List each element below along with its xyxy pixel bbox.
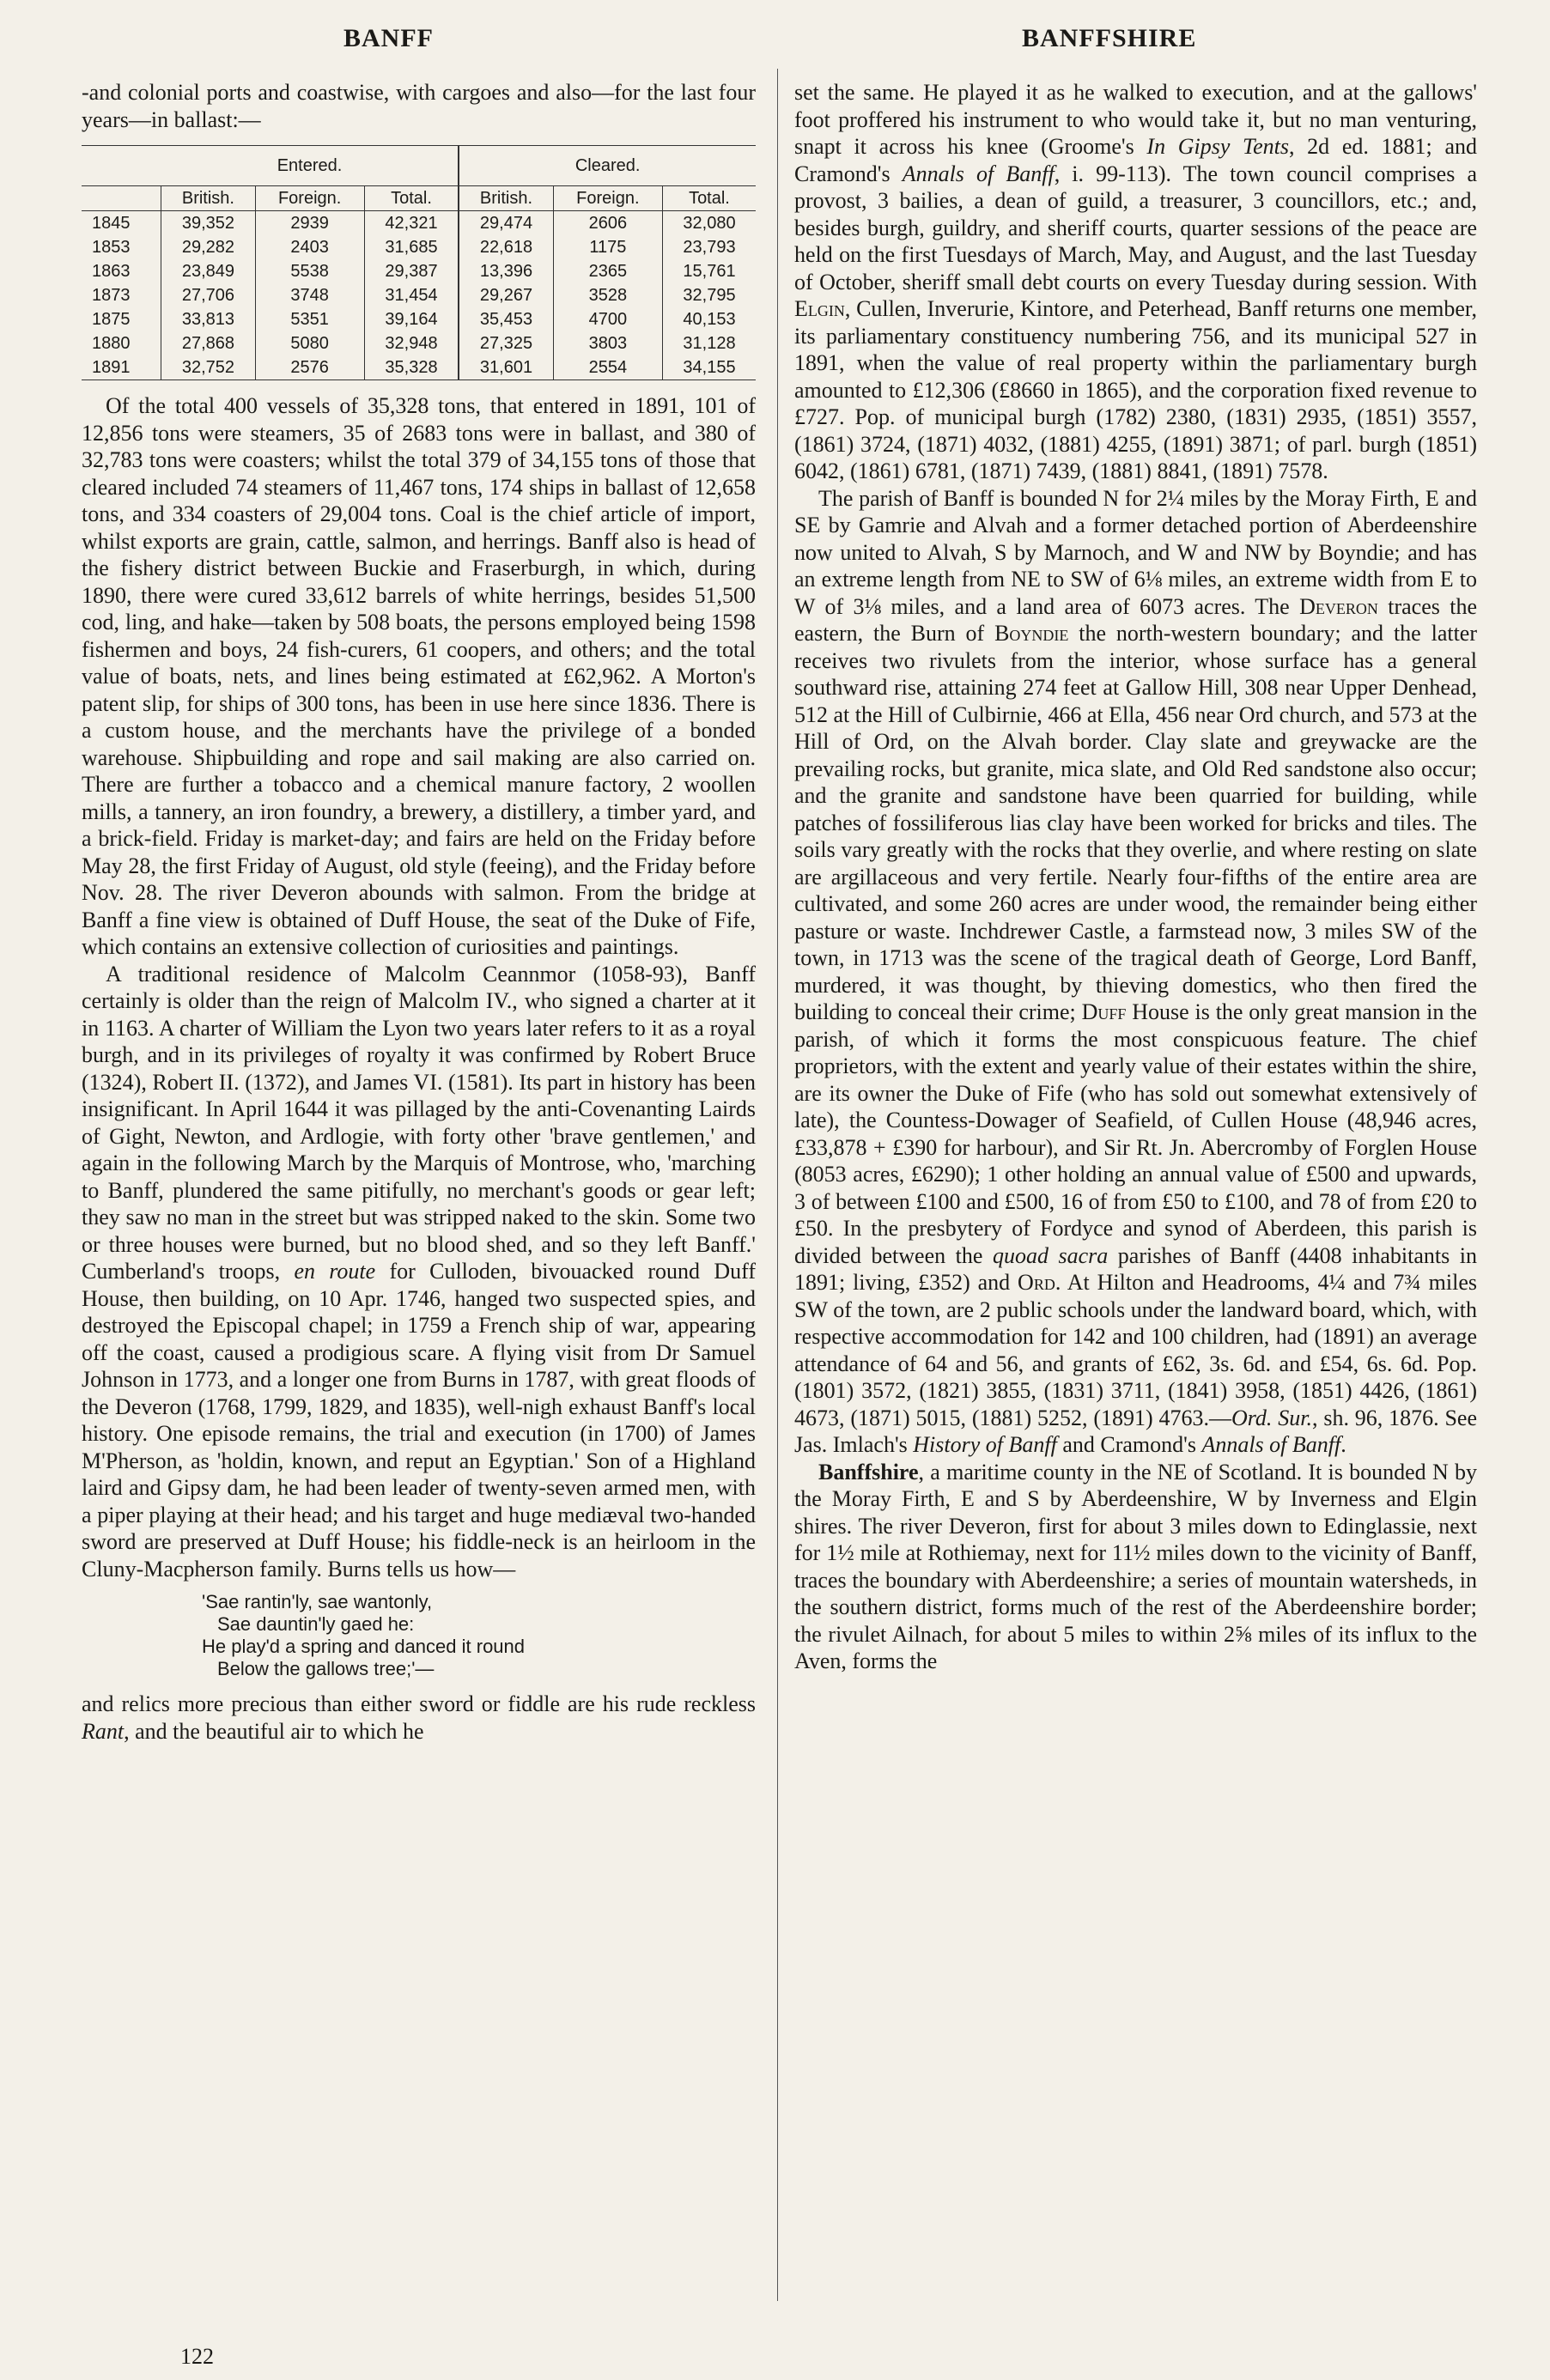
text-run: set the same. He played it as he walked to execution, and at the gallows' foot proffered his instrument to who would take it, but no man venturing, snapt it across his knee (Groome's xyxy=(794,80,1477,159)
text-run: and relics more precious than either sword or fiddle are his rude reckless xyxy=(82,1691,756,1716)
page-number: 122 xyxy=(180,2344,214,2369)
table-row xyxy=(82,211,756,236)
text-run: . At Hilton and Headrooms, 4¼ and 7¾ miles SW of the town, are 2 public schools under the landward board, which, with respective accommodation for 142 and 100 children, had (1891) an average attendance of 64 and 56, and grants of £62, 3s. 6d. and £54, 6s. 6d. Pop. (1801) 3572, (1821) 3855, (1831) 3711, (1841) 3958, (1851) 4426, (1861) 4673, (1871) 5015, (1881) 5252, (1891) 4763.— xyxy=(794,1270,1478,1430)
table-cell: 29,387 xyxy=(364,259,459,283)
smallcaps-name: Deveron xyxy=(1299,593,1378,619)
table-cell: 2365 xyxy=(553,259,662,283)
table-cell: 29,474 xyxy=(459,211,553,236)
table-cell: 2606 xyxy=(553,211,662,236)
table-cell: 22,618 xyxy=(459,235,553,259)
left-column xyxy=(82,79,756,1745)
table-cell: 1891 xyxy=(82,355,161,380)
italic-phrase: en route xyxy=(294,1259,376,1284)
table-cell: 3748 xyxy=(255,283,364,307)
text-run: and Cramond's xyxy=(1056,1432,1202,1457)
table-cell: 5080 xyxy=(255,331,364,355)
text-run: , i. 99-113). The town council comprises a provost, 3 bailies, a dean of guild, a treasurer, 3 councillors, etc.; and, besides burgh, guildry, and sheriff courts, quarter sessions of the peace are held on the first Tuesdays of March, May, and August, and the last Tuesday of October, sheriff small debt courts on every Tuesday during session. With xyxy=(794,161,1477,294)
table-cell: 31,601 xyxy=(459,355,553,380)
table-header: Foreign. xyxy=(255,186,364,211)
table-cell: 27,706 xyxy=(161,283,255,307)
text-run: The parish of Banff is bounded N for 2¼ miles by the Moray Firth, E and SE by Gamrie and Alvah and a former detached portion of Aberdeenshire now united to Alvah, S by Marnoch, and W and NW by Boyndie; and has an extreme length from NE to SW of 6⅛ miles, an extreme width from E to W of 3⅛ miles, and a land area of 6073 acres. The xyxy=(794,485,1477,619)
poem-line: Sae dauntin'ly gaed he: xyxy=(217,1613,415,1635)
italic-phrase: Ord. Sur. xyxy=(1231,1405,1312,1430)
text-run: , sh. 96, 1876. See Jas. Imlach's xyxy=(794,1405,1478,1457)
poem-line: Below the gallows tree;'— xyxy=(217,1658,435,1679)
table-cell: 1845 xyxy=(92,214,131,233)
text-run: , a maritime county in the NE of Scotland. It is bounded N by the Moray Firth, E and S by Aberdeenshire, W by Inverness and Elgin shires. The river Deveron, first for about 3 miles down to Edinglassie, next for 1½ mile at Rothiemay, next for 11½ miles down to the vicinity of Banff, traces the boundary with Aberdeenshire; a series of mountain watersheds, in the southern district, forms much of the rest of the Aberdeenshire border; the rivulet Ailnach, for about 5 miles to within 2⅝ miles of its influx to the Aven, forms the xyxy=(794,1459,1477,1673)
italic-title: Annals of Banff xyxy=(902,161,1055,186)
table-cell: 3528 xyxy=(553,283,662,307)
table-cell: 33,813 xyxy=(161,307,255,331)
table-cell: 35,328 xyxy=(364,355,459,380)
table-cell: 32,752 xyxy=(161,355,255,380)
smallcaps-name: Elgin xyxy=(794,296,845,321)
smallcaps-name: Boyndie xyxy=(994,621,1069,646)
table-cell: 2939 xyxy=(255,211,364,236)
table-cell: 1875 xyxy=(92,310,131,329)
table-cell: 13,396 xyxy=(459,259,553,283)
table-cell: 1853 xyxy=(92,238,131,257)
smallcaps-name: Duff xyxy=(1081,999,1127,1024)
italic-title: In Gipsy Tents xyxy=(1146,134,1290,159)
table-cell: 15,761 xyxy=(662,259,756,283)
table-cell: 1880 xyxy=(92,334,131,353)
table-cell: 40,153 xyxy=(662,307,756,331)
table-cell: 23,793 xyxy=(662,235,756,259)
running-header-left: BANFF xyxy=(343,24,434,52)
text-run: , 2d ed. 1881; and Cramond's xyxy=(794,134,1477,186)
text-run: traces the eastern, the Burn of xyxy=(794,593,1477,646)
table-row xyxy=(82,235,756,259)
table-cell: 42,321 xyxy=(364,211,459,236)
text-run: House is the only great mansion in the parish, of which it forms the most conspicuous feature. The chief proprietors, with the extent and yearly value of their estates within the shire, are its owner the Duke of Fife (who has sold out somewhat extensively of late), the Countess-Dowager of Seafield, of Cullen House (48,946 acres, £33,878 + £390 for harbour), and Sir Rt. Jn. Abercromby of Forglen House (8053 acres, £6290); 1 other holding an annual value of £500 and upwards, 3 of between £100 and £500, 16 of from £50 to £100, and 78 of from £20 to £50. In the presbytery of Fordyce and synod of Aberdeen, this parish is divided between the xyxy=(794,999,1477,1268)
table-cell: 39,164 xyxy=(364,307,459,331)
smallcaps-name: Ord xyxy=(1018,1270,1055,1295)
table-cell: 2576 xyxy=(255,355,364,380)
table-header: British. xyxy=(161,186,255,211)
table-cell: 2403 xyxy=(255,235,364,259)
table-header: Total. xyxy=(364,186,459,211)
italic-phrase: quoad sacra xyxy=(992,1242,1109,1268)
text-run: for Culloden, bivouacked round Duff House, then building, on 10 Apr. 1746, hanged two suspected spies, and destroyed the Episcopal chapel; in 1759 a French ship of war, appearing off the coast, caused a prodigious scare. A flying visit from Dr Samuel Johnson in 1773, and a longer one from Burns in 1787, with great floods of the Deveron (1768, 1799, 1829, and 1835), well-nigh exhaust Banff's local history. One episode remains, the trial and execution (in 1700) of James M'Pherson, as 'holdin, known, and reput an Egyptian.' Son of a Highland laird and Gipsy dam, he had been leader of twenty-seven armed men, with a piper playing at their head; and his target and huge mediæval two-handed sword are preserved at Duff House; his fiddle-neck is an heirloom in the Cluny-Macpherson family. Burns tells us how— xyxy=(82,1259,756,1582)
table-cell: 3803 xyxy=(553,331,662,355)
running-header-right: BANFFSHIRE xyxy=(1022,24,1197,52)
table-cell: 31,685 xyxy=(364,235,459,259)
column-divider xyxy=(777,69,778,2301)
table-cell: 29,282 xyxy=(161,235,255,259)
table-cell: 5351 xyxy=(255,307,364,331)
table-cell: 31,454 xyxy=(364,283,459,307)
italic-title: History of Banff xyxy=(913,1432,1057,1457)
poem-line: He play'd a spring and danced it round xyxy=(202,1636,526,1657)
paragraph-relics xyxy=(82,1691,756,1745)
table-cell: 34,155 xyxy=(662,355,756,380)
table-group-entered: Entered. xyxy=(161,146,459,186)
paragraph-banffshire xyxy=(794,1459,1477,1675)
text-run: A traditional residence of Malcolm Ceannmor (1058-93), Banff certainly is older than the reign of Malcolm IV., who signed a charter at it in 1163. A charter of William the Lyon two years later refers to it as a royal burgh, and in its privileges of royalty it was confirmed by Robert Bruce (1324), Robert II. (1372), and James VI. (1581). Its part in history has been insignificant. In April 1644 it was pillaged by the anti-Covenanting Lairds of Gight, Newton, and Ardlogie, with forty other 'brave gentlemen,' and again in the following March by the Marquis of Montrose, who, 'marching to Banff, plundered the same pitifully, no merchant's goods or gear left; they saw no man in the street but was stripped naked to the skin. Some two or three houses were burned, but no blood shed, and so they left Banff.' Cumberland's troops, xyxy=(82,961,756,1284)
table-cell: 32,795 xyxy=(662,283,756,307)
table-cell: 27,325 xyxy=(459,331,553,355)
table-cell: 1175 xyxy=(553,235,662,259)
intro-paragraph: -and colonial ports and coastwise, with cargoes and also—for the last four years—in ballast:— xyxy=(82,80,756,132)
italic-title: Annals of Banff xyxy=(1201,1432,1341,1457)
table-row xyxy=(82,259,756,283)
table-cell: 23,849 xyxy=(161,259,255,283)
table-row xyxy=(82,331,756,355)
table-header: Foreign. xyxy=(553,186,662,211)
table-cell: 27,868 xyxy=(161,331,255,355)
text-run: . xyxy=(1340,1432,1346,1457)
table-header: British. xyxy=(459,186,553,211)
entry-headword: Banffshire xyxy=(818,1459,919,1484)
italic-phrase: Rant xyxy=(82,1718,125,1744)
paragraph-shipping: Of the total 400 vessels of 35,328 tons, that entered in 1891, 101 of 12,856 tons were steamers, 35 of 2683 tons were in ballast, and 380 of 32,783 tons were coasters; whilst the total 379 of 34,155 tons of those that cleared included 74 steamers of 11,467 tons, 174 ships in ballast of 12,658 tons, and 334 coasters of 29,004 tons. Coal is the chief article of import, whilst exports are grain, cattle, salmon, and herrings. Banff also is head of the fishery district between Buckie and Fraserburgh, in which, during 1890, there were cured 33,612 barrels of white herrings, besides 51,500 cod, ling, and hake—taken by 508 boats, the persons employed being 1598 fishermen and boys, 24 fish-curers, 61 coopers, and others; and the total value of boats, nets, and lines being estimated at £62,962. A Morton's patent slip, for ships of 300 tons, has been in use here since 1836. There is a custom house, and the merchants have the privilege of a bonded warehouse. Shipbuilding and rope and sail making are also carried on. There are further a tobacco and a chemical manure factory, 2 woollen mills, a tannery, an iron foundry, a brewery, a distillery, a timber yard, and a brick-field. Friday is market-day; and fairs are held on the Friday before May 28, the first Friday of August, old style (feeing), and the Friday before Nov. 28. The river Deveron abounds with salmon. From the bridge at Banff a fine view is obtained of Duff House, the seat of the Duke of Fife, which contains an extensive collection of curiosities and paintings. xyxy=(82,393,756,959)
table-cell: 5538 xyxy=(255,259,364,283)
paragraph-government xyxy=(794,79,1477,485)
table-cell: 32,948 xyxy=(364,331,459,355)
paragraph-parish xyxy=(794,485,1477,1459)
table-cell: 32,080 xyxy=(662,211,756,236)
text-run: parishes of Banff (4408 inhabitants in 1891; living, £352) and xyxy=(794,1242,1478,1295)
table-cell: 31,128 xyxy=(662,331,756,355)
table-cell: 2554 xyxy=(553,355,662,380)
table-header: Total. xyxy=(662,186,756,211)
text-run: , and the beautiful air to which he xyxy=(124,1718,424,1744)
table-cell: 1863 xyxy=(92,262,131,281)
table-row xyxy=(82,307,756,331)
text-run: the north-western boundary; and the latter receives two rivulets from the interior, whose surface has a general southward rise, attaining 274 feet at Gallow Hill, 308 near Upper Denhead, 512 at the Hill of Culbirnie, 466 at Ella, 456 near Ord church, and 573 at the Hill of Ord, on the Alvah border. Clay slate and greywacke are the prevailing rocks, but granite, mica slate, and Old Red sandstone also occur; and the granite and sandstone have been quarried for building, while patches of fossiliferous lias clay have been worked for bricks and tiles. The soils vary greatly with the rocks that they overlie, and where resting on slate are argillaceous and very fertile. Nearly four-fifths of the entire area are cultivated, and some 260 acres are under wood, the remainder being either pasture or waste. Inchdrewer Castle, a farmstead now, 3 miles SW of the town, in 1713 was the scene of the tragical death of George, Lord Banff, murdered, it was thought, by thieving domestics, who then fired the building to conceal their crime; xyxy=(794,621,1477,1024)
table-cell: 4700 xyxy=(553,307,662,331)
paragraph-history xyxy=(82,961,756,1583)
right-column xyxy=(794,79,1477,1675)
table-cell: 29,267 xyxy=(459,283,553,307)
text-run: , Cullen, Inverurie, Kintore, and Peterhead, Banff returns one member, its parliamentary constituency numbering 756, and its municipal 527 in 1891, when the value of real property within the parliamentary burgh amounted to £12,306 (£8660 in 1865), and the corporation fixed revenue to £727. Pop. of municipal burgh (1782) 2380, (1831) 2935, (1851) 3557, (1861) 3724, (1871) 4032, (1881) 4255, (1891) 3871; of parl. burgh (1851) 6042, (1861) 6781, (1871) 7439, (1881) 8841, (1891) 7578. xyxy=(794,296,1477,483)
table-cell: 35,453 xyxy=(459,307,553,331)
table-cell: 39,352 xyxy=(161,211,255,236)
table-row xyxy=(82,283,756,307)
table-cell: 1873 xyxy=(92,286,131,305)
poem-line: 'Sae rantin'ly, sae wantonly, xyxy=(202,1591,433,1612)
table-row xyxy=(82,355,756,380)
shipping-table xyxy=(82,145,756,380)
poem-quote xyxy=(202,1591,756,1680)
table-group-cleared: Cleared. xyxy=(459,146,756,186)
